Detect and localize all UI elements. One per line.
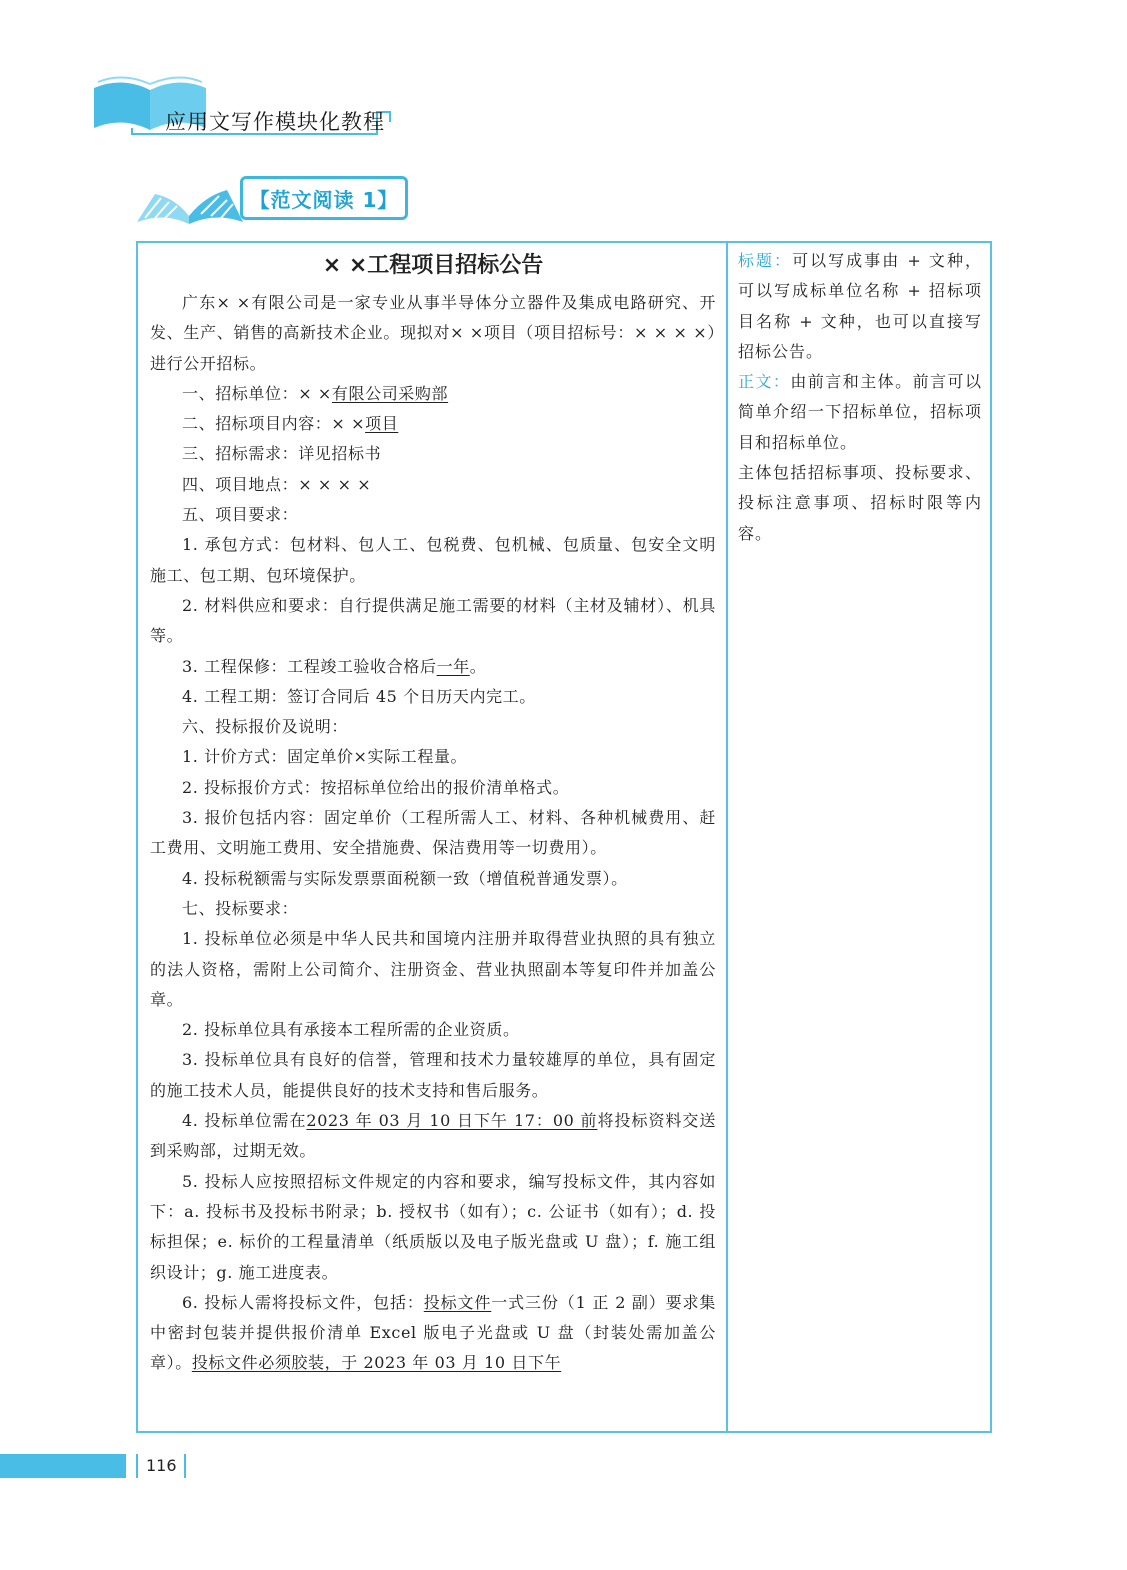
bid-requirements-heading: 七、投标要求： — [182, 898, 299, 918]
footer-bar — [0, 1454, 126, 1478]
requirement-3: 3. 工程保修：工程竣工验收合格后一年。 — [182, 656, 487, 676]
bid-requirement-1: 1. 投标单位必须是中华人民共和国境内注册并取得营业执照的具有独立的法人资格，需附上公司简介、注册资金、营业执照副本等复印件并加盖公章。 — [150, 929, 716, 1009]
section-label-box — [240, 176, 408, 220]
document-title: × ×工程项目招标公告 — [322, 253, 544, 278]
pricing-4: 4. 投标税额需与实际发票票面税额一致（增值税普通发票）。 — [182, 868, 628, 888]
note-body-main: 主体包括招标事项、投标要求、投标注意事项、招标时限等内容。 — [738, 463, 982, 543]
pricing-2: 2. 投标报价方式：按招标单位给出的报价清单格式。 — [182, 777, 570, 797]
project-location: 四、项目地点：× × × × — [182, 474, 372, 494]
bid-requirement-6: 6. 投标人需将投标文件，包括：投标文件一式三份（1 正 2 副）要求集中密封包装并提供报价清单 Excel 版电子光盘或 U 盘（封装处需加盖公章）。投标文件必须胶装，于 2023 年 03 月 10 日下午 — [150, 1292, 717, 1373]
pricing-1: 1. 计价方式：固定单价×实际工程量。 — [182, 747, 468, 767]
requirement-2: 2. 材料供应和要求：自行提供满足施工需要的材料（主材及辅材）、机具等。 — [150, 595, 716, 646]
project-requirements-heading: 五、项目要求： — [182, 505, 299, 525]
requirement-4: 4. 工程工期：签订合同后 45 个日历天内完工。 — [182, 686, 536, 706]
bid-requirement-4: 4. 投标单位需在2023 年 03 月 10 日下午 17：00 前将投标资料交送到采购部，过期无效。 — [150, 1111, 716, 1161]
tender-needs: 三、招标需求：详见招标书 — [182, 444, 382, 464]
note-title: 标题：可以写成事由 + 文种，可以写成标单位名称 + 招标项目名称 + 文种，也可以直接写招标公告。 — [738, 251, 982, 361]
intro-paragraph: 广东× ×有限公司是一家专业从事半导体分立器件及集成电路研究、开发、生产、销售的高新技术企业。现拟对× ×项目（项目招标号：× × × ×）进行公开招标。 — [150, 293, 716, 373]
open-book-icon — [135, 172, 245, 228]
requirement-1: 1. 承包方式：包材料、包人工、包税费、包机械、包质量、包安全文明施工、包工期、包环境保护。 — [150, 535, 716, 585]
document-body — [150, 246, 716, 1379]
column-divider — [726, 243, 728, 1431]
tender-unit: 一、招标单位：× ×有限公司采购部 — [182, 383, 449, 403]
section-label: 【范文阅读 1】 — [249, 187, 399, 212]
pricing-3: 3. 报价包括内容：固定单价（工程所需人工、材料、各种机械费用、赶工费用、文明施工费用、安全措施费、保洁费用等一切费用）。 — [150, 808, 716, 858]
bid-requirement-2: 2. 投标单位具有承接本工程所需的企业资质。 — [182, 1020, 520, 1040]
footer-tick-right — [184, 1454, 186, 1478]
note-body: 正文：由前言和主体。前言可以简单介绍一下招标单位，招标项目和招标单位。 — [738, 372, 982, 452]
bid-requirement-5: 5. 投标人应按照招标文件规定的内容和要求，编写投标文件，其内容如下：a. 投标书及投标书附录；b. 授权书（如有）；c. 公证书（如有）；d. 投标担保；e. 标价的工程量清单（纸质版以及电子版光盘或 U 盘）；f. 施工组织设计；g. 施工进度表。 — [150, 1171, 716, 1282]
page-number: 116 — [146, 1456, 177, 1475]
footer-tick-left — [136, 1454, 138, 1478]
book-title: 应用文写作模块化教程 — [165, 110, 385, 134]
tender-content: 二、招标项目内容：× ×项目 — [182, 414, 399, 434]
bid-requirement-3: 3. 投标单位具有良好的信誉，管理和技术力量较雄厚的单位，具有固定的施工技术人员，能提供良好的技术支持和售后服务。 — [150, 1050, 716, 1100]
pricing-heading: 六、投标报价及说明： — [182, 717, 349, 737]
side-notes — [738, 246, 982, 549]
